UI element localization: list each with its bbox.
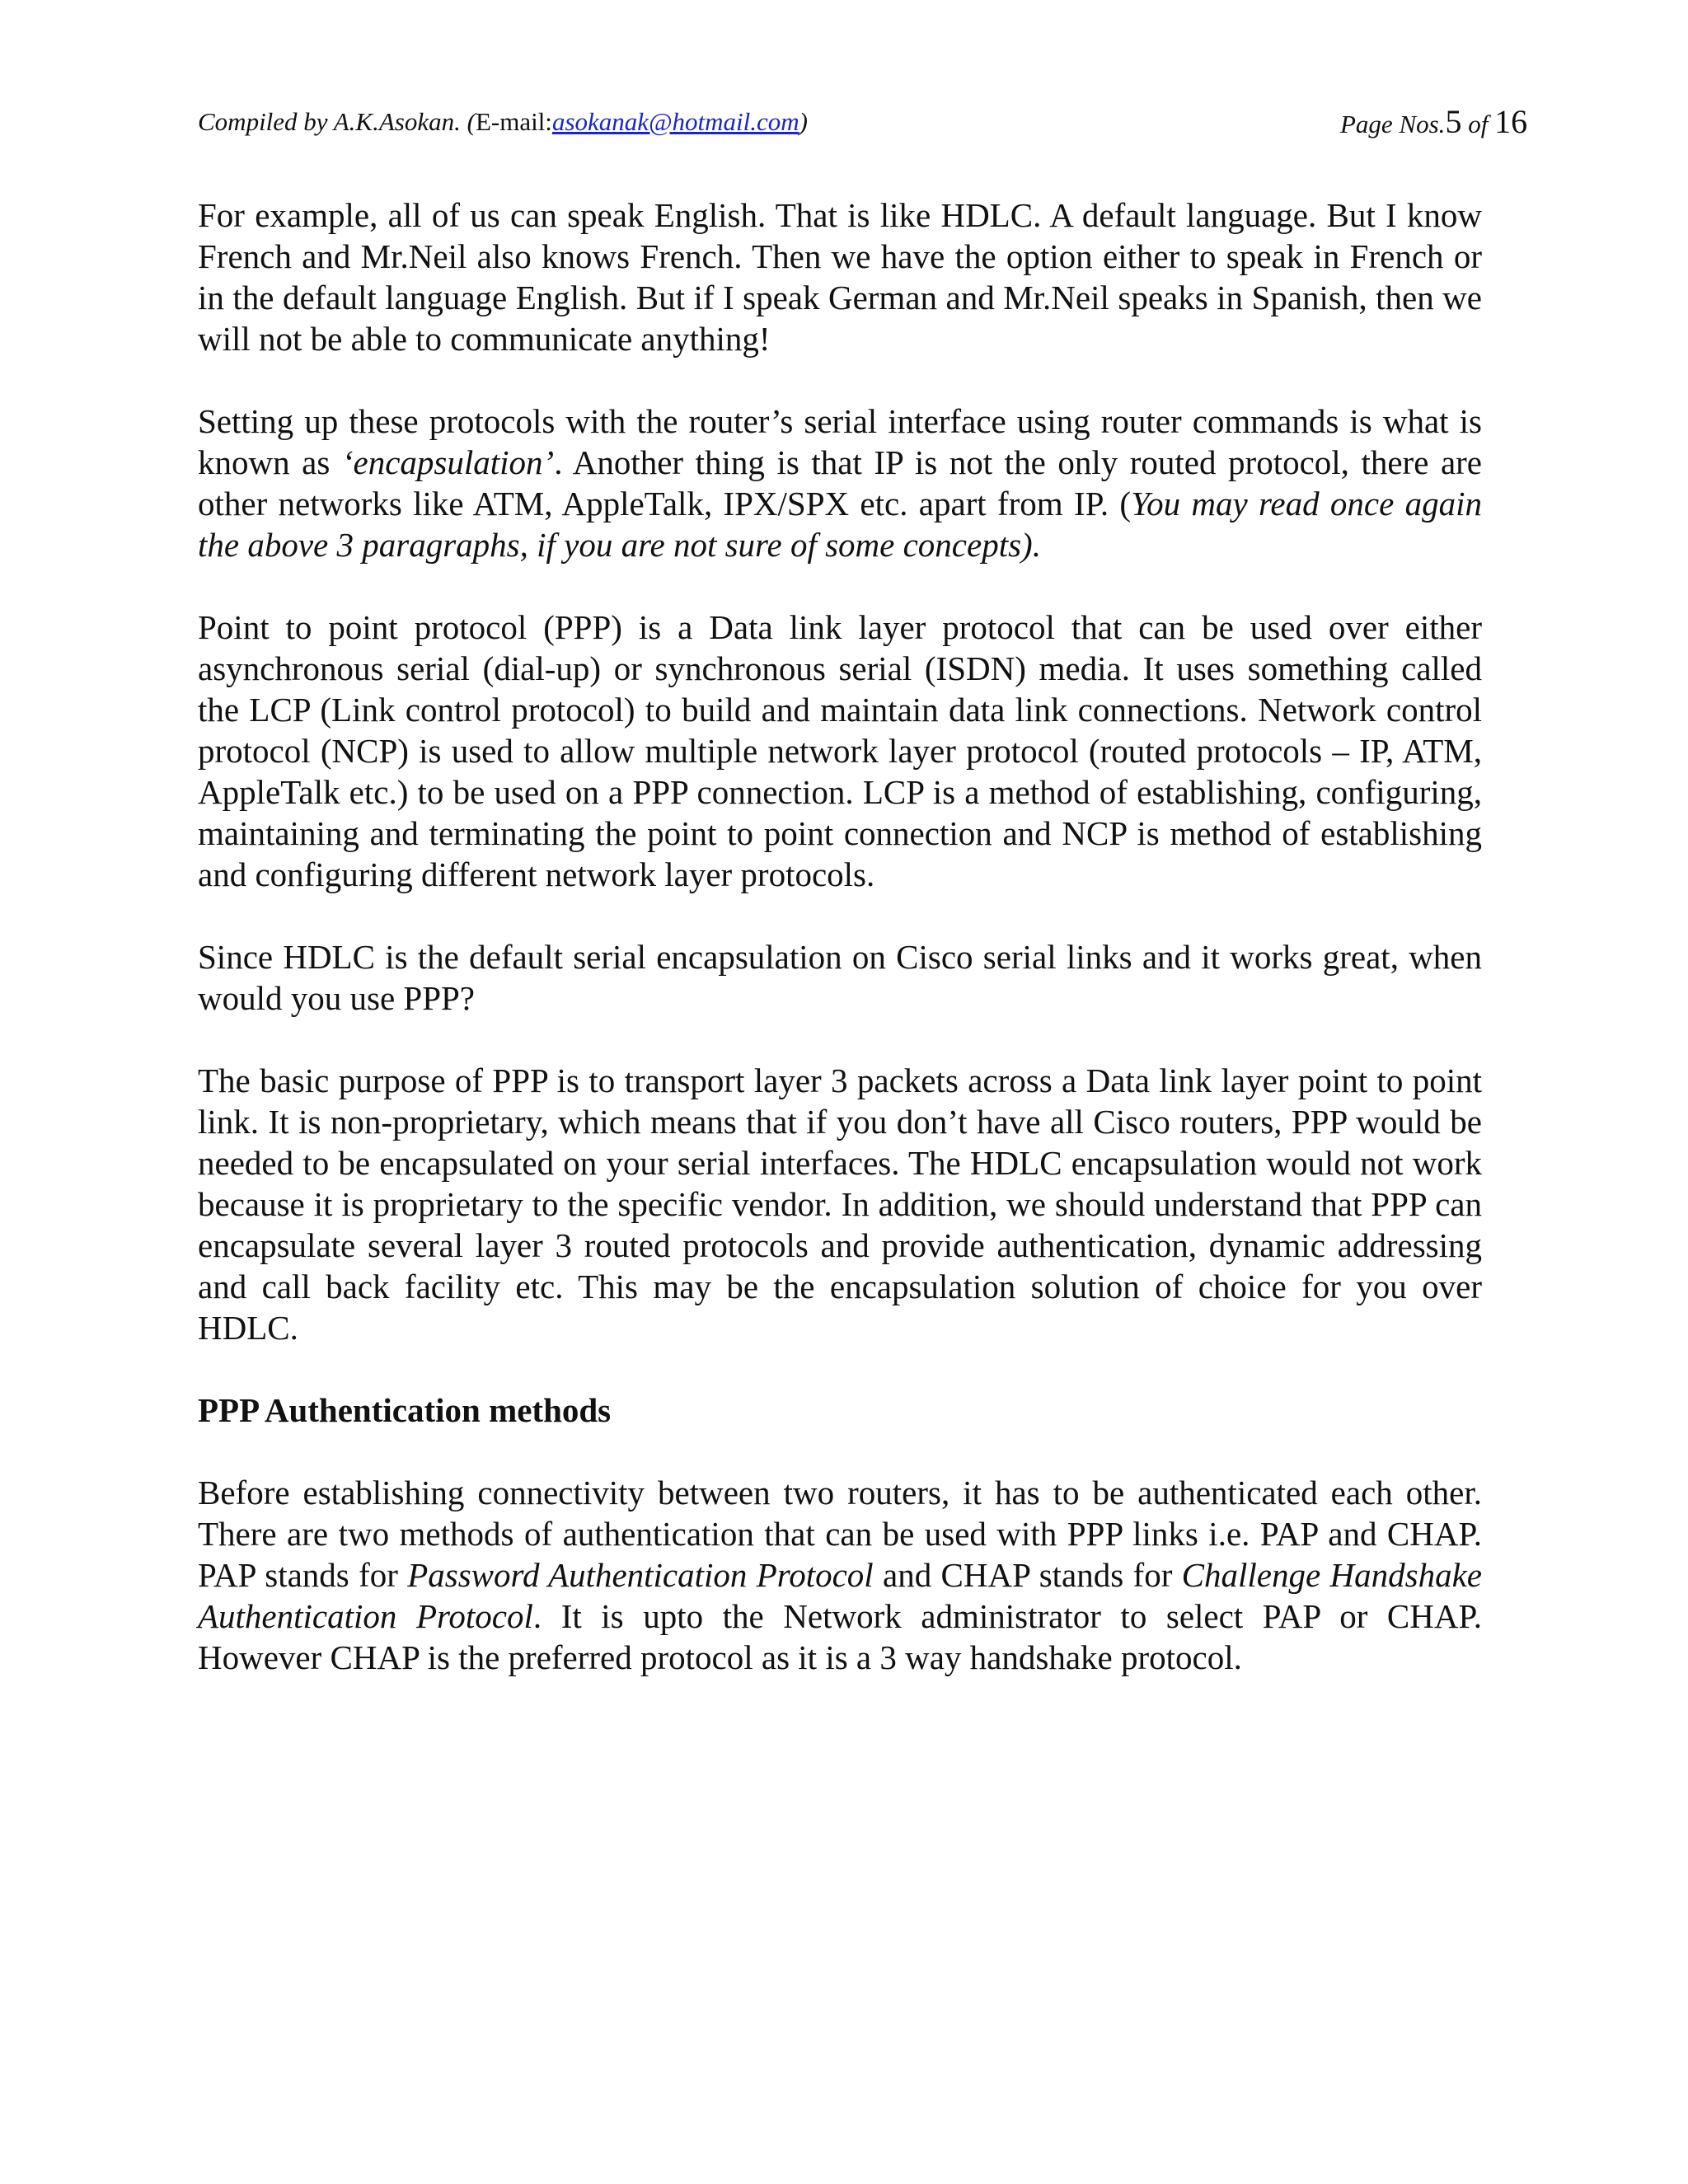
paragraph-language-analogy: For example, all of us can speak English. That is like HDLC. A default language. But I know French and Mr.Neil also knows French. Then we have the option either to speak in French or in the default language English. But if I speak German and Mr.Neil speaks in Spanish, then we will not be able to communicate anything! bbox=[198, 196, 1482, 358]
paragraph-ppp-definition: Point to point protocol (PPP) is a Data link layer protocol that can be used over either asynchronous serial (dial-up) or synchronous serial (ISDN) media. It uses something called the LCP (Link control protocol) to build and maintain data link connections. Network control protocol (NCP) is used to allow multiple network layer protocol (routed protocols – IP, ATM, AppleTalk etc.) to be used on a PPP connection. LCP is a method of establishing, configuring, maintaining and terminating the point to point connection and NCP is method of establishing and configuring different network layer protocols. bbox=[198, 608, 1482, 893]
paragraph-encapsulation-part-c: . Another thing is that IP is not the only routed protocol, there are other networks like ATM, AppleTalk, IPX/SPX etc. apart from IP. ( bbox=[198, 443, 1482, 523]
paragraph-encapsulation-part-a: Setting up these protocols with the router’s serial interface using router commands is what is known as bbox=[198, 402, 1482, 481]
page-number: 5 bbox=[1445, 103, 1462, 140]
term-encapsulation: ‘encapsulation’ bbox=[341, 443, 555, 481]
paragraph-why-ppp: Since HDLC is the default serial encapsulation on Cisco serial links and it works great, when would you use PPP? bbox=[198, 938, 1482, 1017]
section-heading-ppp-authentication: PPP Authentication methods bbox=[198, 1391, 612, 1429]
body-text bbox=[198, 194, 1482, 1719]
paragraph-authentication-methods bbox=[198, 1472, 1482, 1678]
term-chap: Challenge Handshake Authentication Protocol bbox=[198, 1556, 1482, 1635]
page-label: Page Nos. bbox=[1340, 110, 1446, 138]
of-label: of bbox=[1461, 110, 1495, 138]
paragraph-ppp-purpose: The basic purpose of PPP is to transport layer 3 packets across a Data link layer point to point link. It is non-proprietary, which means that if you don’t have all Cisco routers, PPP would be needed to be encapsulated on your serial interfaces. The HDLC encapsulation would not work because it is proprietary to the specific vendor. In addition, we should understand that PPP can encapsulate several layer 3 routed protocols and provide authentication, dynamic addressing and call back facility etc. This may be the encapsulation solution of choice for you over HDLC. bbox=[198, 1062, 1482, 1347]
page-header bbox=[198, 102, 1528, 142]
paragraph-encapsulation bbox=[198, 401, 1482, 565]
paragraph-auth-part-a: Before establishing connectivity between two routers, it has to be authenticated each other. There are two methods of authentication that can be used with PPP links i.e. PAP and CHAP. PAP stands for bbox=[198, 1474, 1482, 1594]
email-label: E-mail: bbox=[475, 107, 552, 136]
reread-note: You may read once again the above 3 paragraphs, if you are not sure of some concepts). bbox=[198, 485, 1482, 564]
page-number-indicator bbox=[1340, 102, 1527, 144]
email-close-paren: ) bbox=[799, 107, 808, 136]
paragraph-auth-part-c: and CHAP stands for bbox=[873, 1556, 1182, 1594]
compiled-by: Compiled by A.K.Asokan. ( bbox=[198, 107, 476, 136]
paragraph-auth-part-e: . It is upto the Network administrator to select PAP or CHAP. However CHAP is the preferred protocol as it is a 3 way handshake protocol. bbox=[198, 1597, 1482, 1676]
total-pages: 16 bbox=[1494, 103, 1528, 140]
term-pap: Password Authentication Protocol bbox=[407, 1556, 874, 1594]
email-link[interactable]: asokanak@hotmail.com bbox=[551, 107, 799, 136]
